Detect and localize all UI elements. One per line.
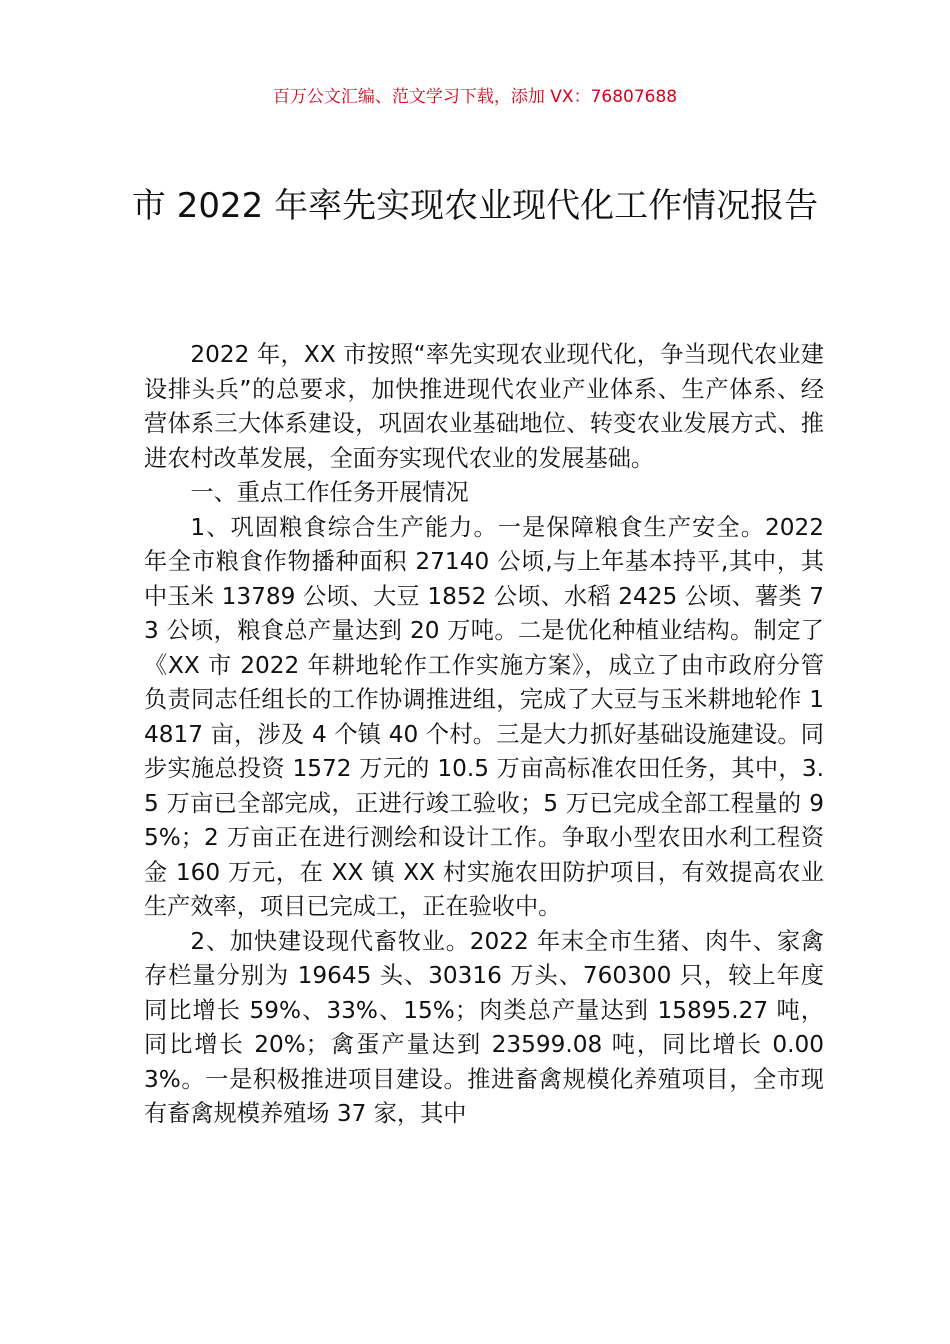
paragraph-livestock: 2、加快建设现代畜牧业。2022 年末全市生猪、肉牛、家禽存栏量分别为 19645 头、30316 万头、760300 只，较上年度同比增长 59%、33%、15%；肉类总产量达到 15895.27 吨，同比增长 20%；禽蛋产量达到 23599.08 吨，同比增长 0.003%。一是积极推进项目建设。推进畜禽规模化养殖项目，全市现有畜禽规模养殖场 37 家，其中 [144, 927, 824, 1127]
section-heading: 一、重点工作任务开展情况 [190, 479, 469, 506]
document-title: 市 2022 年率先实现农业现代化工作情况报告 [131, 186, 819, 226]
paragraph-intro: 2022 年，XX 市按照“率先实现农业现代化，争当现代农业建设排头兵”的总要求，加快推进现代农业产业体系、生产体系、经营体系三大体系建设，巩固农业基础地位、转变农业发展方式、推进农村改革发展，全面夯实现代农业的发展基础。 [144, 341, 824, 472]
document-body [144, 338, 824, 1132]
promo-header: 百万公文汇编、范文学习下载，添加 VX：76807688 [272, 87, 678, 107]
paragraph-grain: 1、巩固粮食综合生产能力。一是保障粮食生产安全。2022 年全市粮食作物播种面积 27140 公顷,与上年基本持平,其中，其中玉米 13789 公顷、大豆 1852 公顷、水稻 2425 公顷、薯类 73 公顷，粮食总产量达到 20 万吨。二是优化种植业结构。制定了《XX 市 2022 年耕地轮作工作实施方案》，成立了由市政府分管负责同志任组长的工作协调推进组，完成了大豆与玉米耕地轮作 14817 亩，涉及 4 个镇 40 个村。三是大力抓好基础设施建设。同步实施总投资 1572 万元的 10.5 万亩高标准农田任务，其中，3.5 万亩已全部完成，正进行竣工验收；5 万已完成全部工程量的 95%；2 万亩正在进行测绘和设计工作。争取小型农田水利工程资金 160 万元，在 XX 镇 XX 村实施农田防护项目，有效提高农业生产效率，项目已完成工，正在验收中。 [144, 513, 824, 920]
